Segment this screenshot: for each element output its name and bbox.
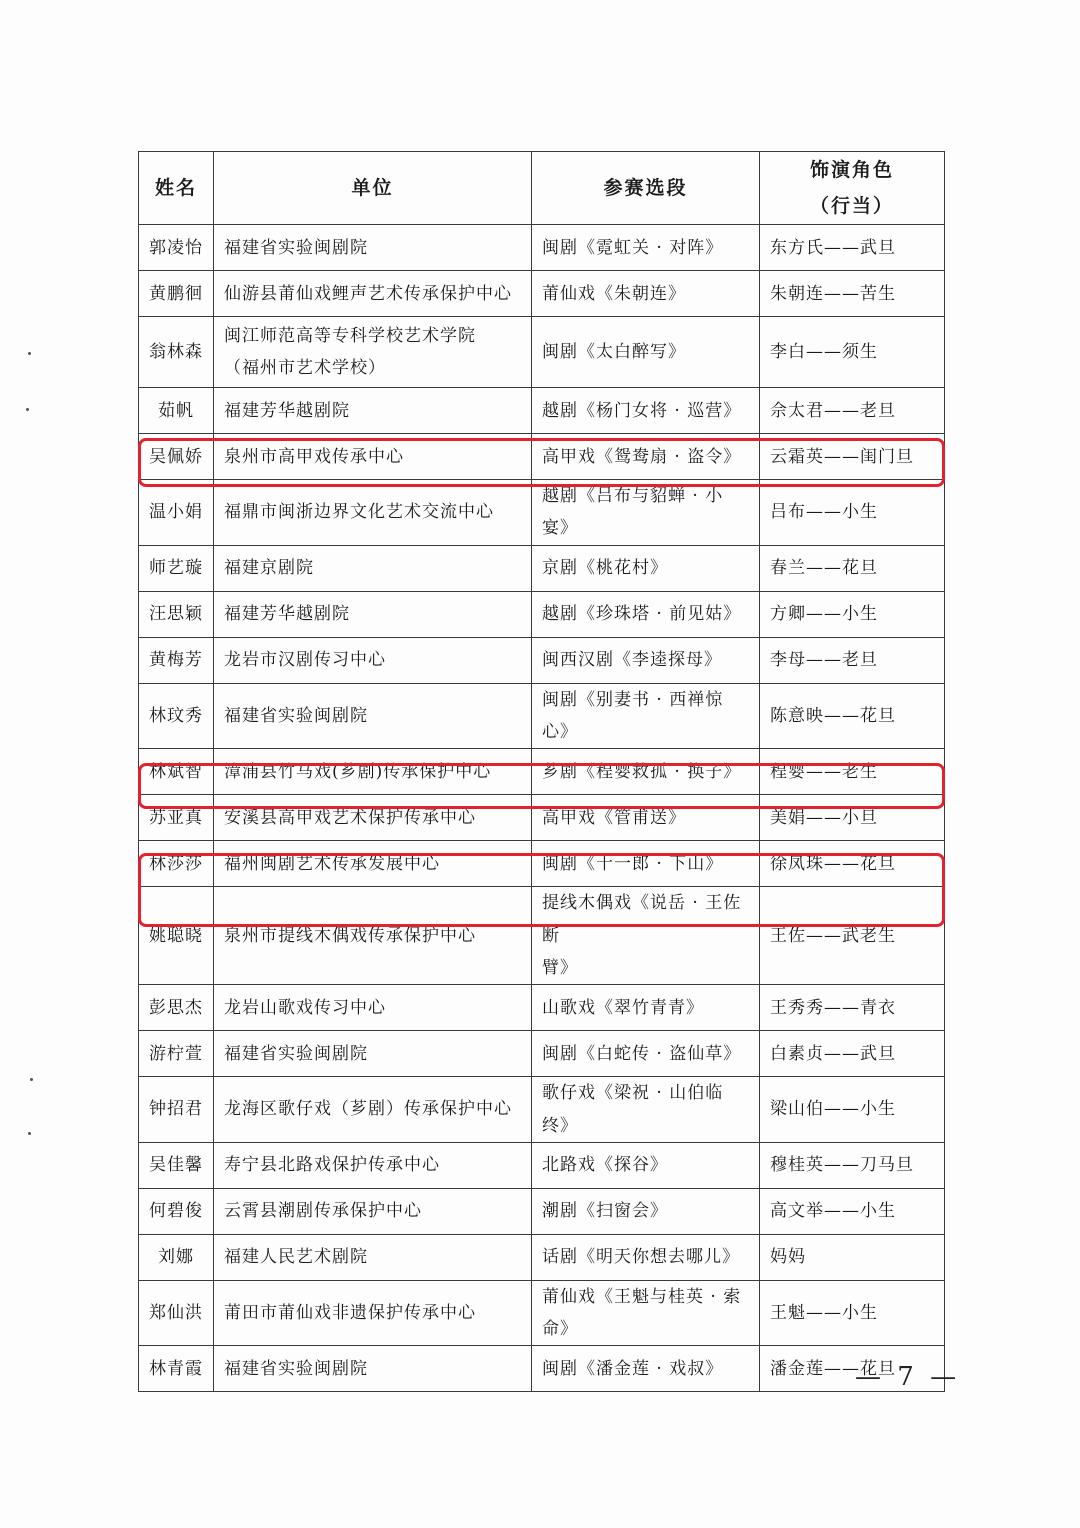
cell-name: 彭思杰 [139,985,214,1031]
cell-role: 徐凤珠——花旦 [760,841,945,887]
cell-piece: 闽剧《霓虹关 · 对阵》 [532,225,760,271]
cell-piece: 山歌戏《翠竹青青》 [532,985,760,1031]
scan-speck [26,408,29,411]
cell-piece-line2: 臂》 [542,957,578,978]
cell-role: 高文举——小生 [760,1188,945,1234]
cell-name: 茹帆 [139,388,214,434]
cell-unit: 莆田市莆仙戏非遗保护传承中心 [214,1280,532,1346]
cell-piece: 闽剧《白蛇传 · 盗仙草》 [532,1031,760,1077]
cell-name: 姚聪晓 [139,887,214,985]
cell-unit: 福建人民艺术剧院 [214,1234,532,1280]
cell-piece: 高甲戏《鸳鸯扇 · 盗令》 [532,434,760,480]
cell-name: 钟招君 [139,1077,214,1143]
table-row [139,1077,945,1143]
cell-name: 苏亚真 [139,795,214,841]
cell-piece: 歌仔戏《梁祝 · 山伯临终》 [532,1077,760,1143]
table-row [139,1142,945,1188]
table-row [139,388,945,434]
header-piece: 参赛选段 [532,152,760,225]
cell-role: 陈意映——花旦 [760,683,945,749]
cell-piece: 闽剧《别妻书 · 西禅惊心》 [532,683,760,749]
cell-piece: 越剧《珍珠塔 · 前见姑》 [532,591,760,637]
cell-role: 妈妈 [760,1234,945,1280]
header-name: 姓名 [139,152,214,225]
cell-name: 刘娜 [139,1234,214,1280]
scan-speck [28,1132,31,1135]
header-role-line1: 饰演角色 [809,159,894,181]
cell-name: 温小娟 [139,480,214,546]
cell-name: 吴佩娇 [139,434,214,480]
cell-name: 何碧俊 [139,1188,214,1234]
cell-role: 李母——老旦 [760,637,945,683]
cell-name: 吴佳馨 [139,1142,214,1188]
cell-unit: 福建芳华越剧院 [214,388,532,434]
participants-table [138,151,945,1392]
table-row [139,1346,945,1392]
cell-piece: 莆仙戏《王魁与桂英 · 索命》 [532,1280,760,1346]
table-row [139,271,945,317]
cell-unit: 福建省实验闽剧院 [214,683,532,749]
cell-name: 游柠萱 [139,1031,214,1077]
cell-piece: 高甲戏《管甫送》 [532,795,760,841]
cell-name: 黄梅芳 [139,637,214,683]
cell-piece: 潮剧《扫窗会》 [532,1188,760,1234]
cell-name: 林斌智 [139,749,214,795]
cell-role: 王魁——小生 [760,1280,945,1346]
cell-unit: 龙岩山歌戏传习中心 [214,985,532,1031]
cell-name: 翁林森 [139,317,214,388]
cell-unit-line2: （福州市艺术学校） [224,358,386,379]
cell-unit: 福州闽剧艺术传承发展中心 [214,841,532,887]
cell-unit: 福建京剧院 [214,545,532,591]
cell-piece: 闽剧《十一郎 · 下山》 [532,841,760,887]
header-role [760,152,945,225]
cell-name: 汪思颖 [139,591,214,637]
cell-piece: 莆仙戏《朱朝连》 [532,271,760,317]
cell-role: 李白——须生 [760,317,945,388]
cell-unit: 安溪县高甲戏艺术保护传承中心 [214,795,532,841]
cell-name: 郭凌怡 [139,225,214,271]
cell-unit: 福建芳华越剧院 [214,591,532,637]
cell-piece: 闽剧《潘金莲 · 戏叔》 [532,1346,760,1392]
cell-unit: 福建省实验闽剧院 [214,225,532,271]
page-number: — 7 — [855,1362,961,1392]
cell-piece: 芗剧《程婴救孤 · 换子》 [532,749,760,795]
table-row [139,434,945,480]
table-row [139,637,945,683]
cell-unit: 福鼎市闽浙边界文化艺术交流中心 [214,480,532,546]
cell-piece: 闽剧《太白醉写》 [532,317,760,388]
cell-unit: 泉州市高甲戏传承中心 [214,434,532,480]
cell-name: 林青霞 [139,1346,214,1392]
cell-unit: 龙海区歌仔戏（芗剧）传承保护中心 [214,1077,532,1143]
cell-unit: 寿宁县北路戏保护传承中心 [214,1142,532,1188]
table-row [139,545,945,591]
cell-role: 潘金莲——花旦 [760,1346,945,1392]
table-header-row [139,152,945,225]
scan-speck [30,1078,33,1081]
table-row [139,795,945,841]
cell-unit: 仙游县莆仙戏鲤声艺术传承保护中心 [214,271,532,317]
cell-name: 师艺璇 [139,545,214,591]
cell-name: 黄鹏徊 [139,271,214,317]
table-row [139,749,945,795]
cell-role: 吕布——小生 [760,480,945,546]
cell-role: 王秀秀——青衣 [760,985,945,1031]
cell-piece: 越剧《吕布与貂蝉 · 小宴》 [532,480,760,546]
table-row [139,985,945,1031]
cell-role: 王佐——武老生 [760,887,945,985]
cell-unit-line1: 闽江师范高等专科学校艺术学院 [224,325,476,346]
table-row [139,1280,945,1346]
cell-unit: 漳浦县竹马戏(芗剧)传承保护中心 [214,749,532,795]
cell-unit: 龙岩市汉剧传习中心 [214,637,532,683]
cell-piece: 话剧《明天你想去哪儿》 [532,1234,760,1280]
cell-role: 梁山伯——小生 [760,1077,945,1143]
table-row [139,887,945,985]
cell-piece: 闽西汉剧《李逵探母》 [532,637,760,683]
table-row [139,683,945,749]
table-row [139,591,945,637]
cell-piece: 京剧《桃花村》 [532,545,760,591]
cell-piece [532,887,760,985]
cell-role: 朱朝连——苦生 [760,271,945,317]
cell-role: 穆桂英——刀马旦 [760,1142,945,1188]
table-row [139,841,945,887]
header-unit: 单位 [214,152,532,225]
table-row [139,1188,945,1234]
cell-role: 东方氏——武旦 [760,225,945,271]
cell-role: 云霜英——闺门旦 [760,434,945,480]
cell-role: 程婴——老生 [760,749,945,795]
cell-role: 佘太君——老旦 [760,388,945,434]
header-role-line2: （行当） [809,195,894,218]
table-row [139,317,945,388]
cell-role: 方卿——小生 [760,591,945,637]
cell-role: 白素贞——武旦 [760,1031,945,1077]
table-row [139,1234,945,1280]
scan-speck [28,352,31,355]
cell-piece-line1: 提线木偶戏《说岳 · 王佐断 [542,893,742,946]
table-row [139,480,945,546]
cell-unit: 福建省实验闽剧院 [214,1346,532,1392]
cell-name: 林玟秀 [139,683,214,749]
cell-unit: 云霄县潮剧传承保护中心 [214,1188,532,1234]
cell-unit: 福建省实验闽剧院 [214,1031,532,1077]
table-row [139,1031,945,1077]
cell-unit [214,317,532,388]
cell-name: 林莎莎 [139,841,214,887]
table-row [139,225,945,271]
cell-unit: 泉州市提线木偶戏传承保护中心 [214,887,532,985]
cell-name: 郑仙洪 [139,1280,214,1346]
cell-role: 春兰——花旦 [760,545,945,591]
cell-piece: 越剧《杨门女将 · 巡营》 [532,388,760,434]
cell-piece: 北路戏《探谷》 [532,1142,760,1188]
cell-role: 美娟——小旦 [760,795,945,841]
